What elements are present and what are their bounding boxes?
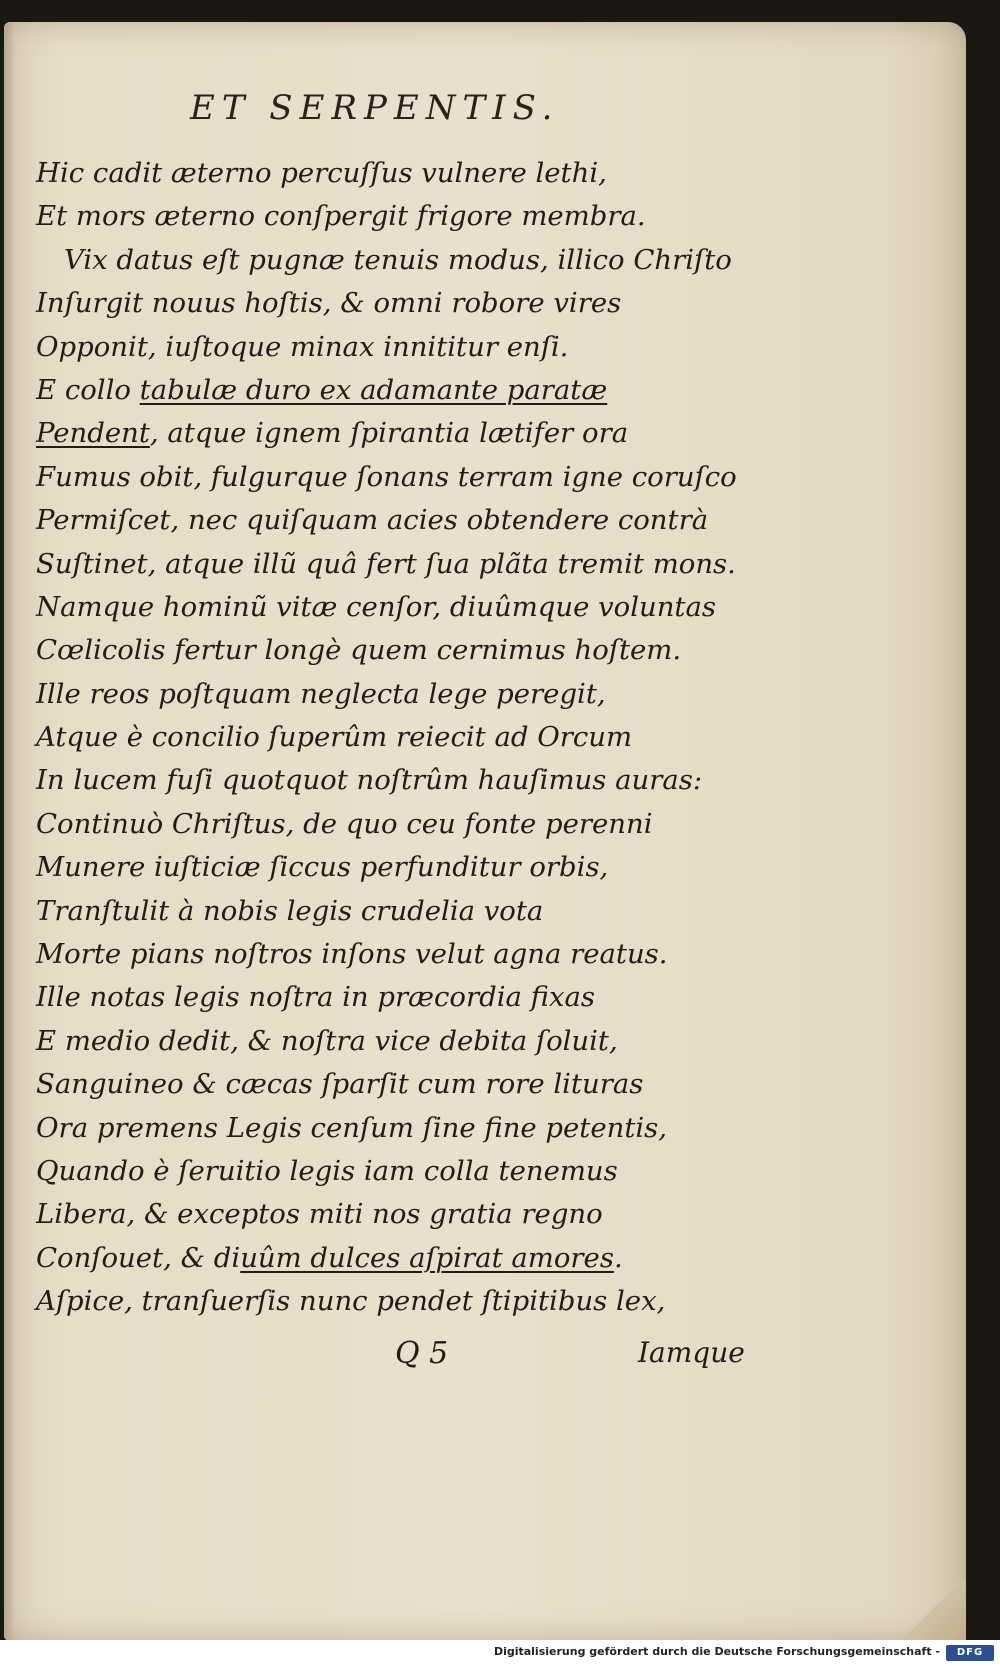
verse-line: Sanguineo & cæcas ſparſit cum rore lituras xyxy=(36,1068,644,1101)
verse-line: Libera, & exceptos miti nos gratia regno xyxy=(36,1198,603,1231)
underline-annotation: Pendent xyxy=(36,417,150,450)
underline-annotation: tabulæ duro ex adamante paratæ xyxy=(139,373,608,406)
verse-line: Suſtinet, atque illũ quâ fert ſua plãta tremit mons. xyxy=(36,547,736,580)
verse-line-annotated xyxy=(36,1237,806,1280)
verse-line-annotated xyxy=(36,412,806,455)
verse-line: Continuò Chriſtus, de quo ceu fonte perenni xyxy=(36,807,653,840)
verse-line: Fumus obit, fulgurque ſonans terram igne coruſco xyxy=(36,460,737,493)
verse-text: Conſouet, & di xyxy=(36,1241,241,1274)
verse-line: Vix datus eſt pugnæ tenuis modus, illico Chriſto xyxy=(64,243,732,276)
verse-line: Aſpice, tranſuerſis nunc pendet ſtipitibus lex, xyxy=(36,1285,666,1318)
verse-line: Atque è concilio ſuperûm reiecit ad Orcum xyxy=(36,721,633,754)
verse-text: E collo xyxy=(36,373,140,406)
verse-line-annotated xyxy=(36,369,806,412)
digitization-footer xyxy=(0,1640,1000,1666)
page-spine-shadow xyxy=(4,22,14,1640)
verse-line: Inſurgit nouus hoſtis, & omni robore vires xyxy=(36,287,622,320)
verse-line: Quando è ſeruitio legis iam colla tenemus xyxy=(36,1154,618,1187)
verse-block xyxy=(36,152,806,1324)
verse-line: Permiſcet, nec quiſquam acies obtendere contrà xyxy=(36,504,709,537)
verse-line: Hic cadit æterno percuſſus vulnere lethi, xyxy=(36,157,607,189)
verse-line: Namque hominũ vitæ cenſor, diuûmque voluntas xyxy=(36,590,716,623)
signature-mark: Q 5 xyxy=(395,1336,449,1371)
verse-line: Ille notas legis noſtra in præcordia fixas xyxy=(36,981,595,1014)
running-head: ET SERPENTIS. xyxy=(190,88,560,128)
verse-line: Opponit, iuſtoque minax innititur enſi. xyxy=(36,330,569,363)
verse-line: E medio dedit, & noſtra vice debita ſoluit, xyxy=(36,1024,618,1057)
dfg-logo-icon: DFG xyxy=(946,1645,994,1661)
verse-line: Ora premens Legis cenſum ſine fine petentis, xyxy=(36,1111,668,1144)
verse-line: Cœlicolis fertur longè quem cernimus hoſtem. xyxy=(36,634,682,667)
underline-annotation: uûm dulces aſpirat amores xyxy=(240,1241,614,1274)
verse-line: Ille reos poſtquam neglecta lege peregit, xyxy=(36,677,606,710)
verse-line: Et mors æterno conſpergit frigore membra. xyxy=(36,200,646,233)
verse-line: Morte pians noſtros inſons velut agna reatus. xyxy=(36,938,668,971)
page-corner-curl xyxy=(896,1580,966,1640)
verse-text: . xyxy=(613,1241,623,1274)
verse-line: Tranſtulit à nobis legis crudelia vota xyxy=(36,894,544,927)
verse-line: In lucem fuſi quotquot noſtrûm hauſimus auras: xyxy=(36,764,703,797)
funding-credit: Digitalisierung gefördert durch die Deutsche Forschungsgemeinschaft - xyxy=(493,1645,940,1658)
verse-line: Munere iuſticiæ ſiccus perfunditur orbis, xyxy=(36,851,609,884)
catchword: Iamque xyxy=(638,1336,745,1369)
verse-text: , atque ignem ſpirantia lætifer ora xyxy=(149,417,629,450)
